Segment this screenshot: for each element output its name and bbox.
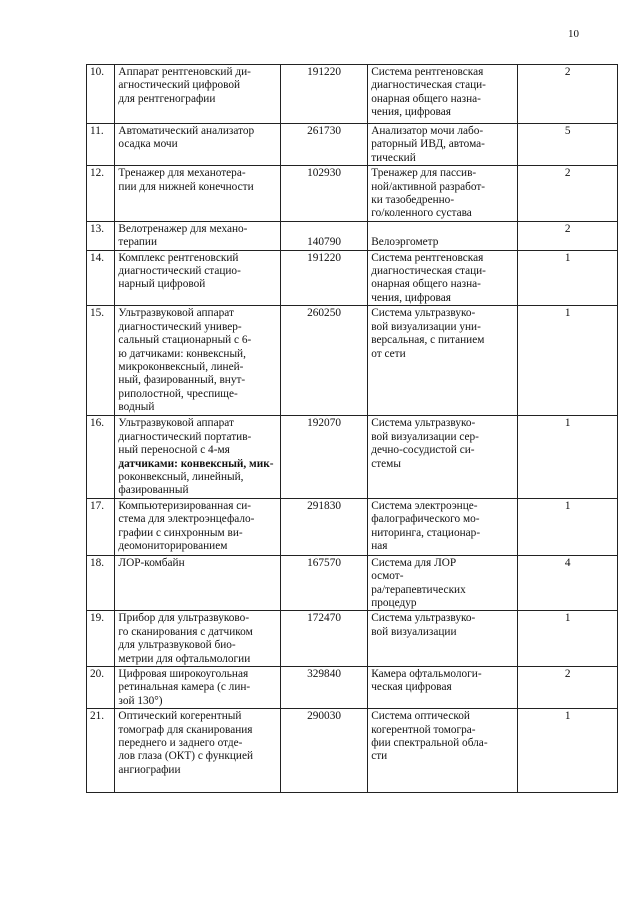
equipment-name-line: диагностический портатив- bbox=[118, 430, 252, 443]
equipment-name-line: сальный стационарный с 6- bbox=[118, 334, 252, 347]
equipment-name-line: ангиографии bbox=[118, 763, 181, 776]
quantity: 1 bbox=[518, 306, 618, 416]
equipment-type-line: фалографического мо- bbox=[371, 513, 480, 526]
row-number: 15. bbox=[87, 306, 115, 416]
quantity: 1 bbox=[518, 498, 618, 555]
equipment-type-line: вой визуализации сер- bbox=[371, 430, 479, 443]
equipment-name-line: Компьютеризированная си- bbox=[118, 499, 252, 512]
equipment-type-line: процедур bbox=[371, 596, 417, 609]
row-number: 14. bbox=[87, 250, 115, 306]
equipment-name-line: ЛОР-комбайн bbox=[118, 556, 185, 569]
equipment-type-line: тический bbox=[371, 151, 416, 164]
equipment-type-line: вой визуализации bbox=[371, 625, 457, 638]
equipment-type-line: Анализатор мочи лабо- bbox=[371, 125, 484, 137]
equipment-type bbox=[368, 166, 518, 222]
equipment-type-line: фии спектральной обла- bbox=[371, 737, 488, 749]
classification-code: 102930 bbox=[280, 166, 367, 222]
equipment-type-line: диагностическая стаци- bbox=[371, 265, 486, 278]
table-row bbox=[87, 250, 618, 306]
equipment-name-line: Цифровая широкоугольная bbox=[118, 667, 249, 680]
equipment-type bbox=[368, 221, 518, 250]
equipment-type bbox=[368, 124, 518, 166]
equipment-type-line: ная bbox=[371, 539, 388, 552]
equipment-type-line: диагностическая стаци- bbox=[371, 79, 486, 92]
equipment-name-line: го сканирования с датчиком bbox=[118, 625, 253, 638]
equipment-type-line: стемы bbox=[371, 457, 401, 470]
quantity: 5 bbox=[518, 124, 618, 166]
equipment-type-line: когерентной томогра- bbox=[371, 723, 476, 736]
classification-code: 291830 bbox=[280, 498, 367, 555]
equipment-name bbox=[115, 611, 280, 667]
equipment-name-line: томограф для сканирования bbox=[118, 723, 253, 736]
classification-code: 191220 bbox=[280, 250, 367, 306]
equipment-name-line: фазированный bbox=[118, 484, 189, 497]
equipment-type bbox=[368, 250, 518, 306]
equipment-name-line: графии с синхронным ви- bbox=[118, 526, 243, 539]
equipment-type-line: Система ультразвуко- bbox=[371, 417, 476, 430]
equipment-type-line: Система ультразвуко- bbox=[371, 612, 476, 625]
equipment-type bbox=[368, 416, 518, 498]
equipment-name bbox=[115, 555, 280, 611]
equipment-table bbox=[86, 64, 618, 793]
equipment-name bbox=[115, 221, 280, 250]
equipment-type-line: онарная общего назна- bbox=[371, 92, 481, 105]
equipment-name bbox=[115, 65, 280, 124]
classification-code: 140790 bbox=[280, 221, 367, 250]
equipment-name bbox=[115, 709, 280, 793]
equipment-name-line: Ультразвуковой аппарат bbox=[118, 417, 234, 430]
equipment-type-line: чения, цифровая bbox=[371, 106, 451, 119]
equipment-name bbox=[115, 250, 280, 306]
row-number: 10. bbox=[87, 65, 115, 124]
row-number: 17. bbox=[87, 498, 115, 555]
equipment-name bbox=[115, 124, 280, 166]
classification-code: 167570 bbox=[280, 555, 367, 611]
equipment-type bbox=[368, 498, 518, 555]
quantity: 4 bbox=[518, 555, 618, 611]
equipment-name-line: для ультразвуковой био- bbox=[118, 639, 236, 652]
equipment-type-line: Камера офтальмологи- bbox=[371, 667, 482, 680]
equipment-name-line: Ультразвуковой аппарат bbox=[118, 307, 234, 320]
equipment-type-line: ной/активной разработ- bbox=[371, 180, 486, 193]
equipment-type-line: версальная, с питанием bbox=[371, 334, 485, 347]
equipment-type bbox=[368, 306, 518, 416]
classification-code: 329840 bbox=[280, 666, 367, 708]
equipment-name-line: Велотренажер для механо- bbox=[118, 222, 248, 235]
equipment-name-line: зой 130°) bbox=[118, 694, 163, 707]
quantity: 2 bbox=[518, 166, 618, 222]
equipment-type-line: ческая цифровая bbox=[371, 681, 452, 694]
equipment-name-line: стема для электроэнцефало- bbox=[118, 513, 255, 526]
equipment-type-line: дечно-сосудистой си- bbox=[371, 444, 475, 457]
quantity: 1 bbox=[518, 709, 618, 793]
equipment-type bbox=[368, 65, 518, 124]
equipment-name-line: микроконвексный, линей- bbox=[118, 360, 244, 373]
equipment-name-line: агностический цифровой bbox=[118, 79, 241, 92]
row-number: 13. bbox=[87, 221, 115, 250]
row-number: 20. bbox=[87, 666, 115, 708]
classification-code: 290030 bbox=[280, 709, 367, 793]
equipment-name-line: нарный цифровой bbox=[118, 278, 206, 291]
quantity: 1 bbox=[518, 250, 618, 306]
table-row bbox=[87, 124, 618, 166]
equipment-type bbox=[368, 555, 518, 611]
equipment-name bbox=[115, 416, 280, 498]
table-row bbox=[87, 611, 618, 667]
classification-code: 172470 bbox=[280, 611, 367, 667]
equipment-type-line: Велоэргометр bbox=[371, 235, 439, 248]
equipment-type bbox=[368, 611, 518, 667]
classification-code: 260250 bbox=[280, 306, 367, 416]
equipment-type-line: ра/терапевтических bbox=[371, 583, 466, 596]
equipment-type-line: Система для ЛОР bbox=[371, 556, 457, 569]
table-row bbox=[87, 65, 618, 124]
equipment-type-line: Система ультразвуко- bbox=[371, 307, 476, 320]
row-number: 12. bbox=[87, 166, 115, 222]
equipment-name-line: Оптический когерентный bbox=[118, 710, 242, 723]
table-row bbox=[87, 498, 618, 555]
classification-code: 261730 bbox=[280, 124, 367, 166]
equipment-type-line: раторный ИВД, автома- bbox=[371, 138, 485, 151]
equipment-type-line: Система электроэнце- bbox=[371, 499, 478, 512]
equipment-name-line: деомониторированием bbox=[118, 539, 228, 552]
equipment-name-line: Автоматический анализатор bbox=[118, 125, 255, 137]
equipment-type-line: ниторинга, стационар- bbox=[371, 526, 481, 539]
table-row bbox=[87, 416, 618, 498]
equipment-name-line: диагностический стацио- bbox=[118, 265, 241, 278]
classification-code: 191220 bbox=[280, 65, 367, 124]
equipment-name-line: Прибор для ультразвуково- bbox=[118, 612, 250, 625]
equipment-name-line: ный, фазированный, внут- bbox=[118, 374, 246, 387]
quantity: 2 bbox=[518, 666, 618, 708]
row-number: 16. bbox=[87, 416, 115, 498]
equipment-name-line: Аппарат рентгеновский ди- bbox=[118, 66, 251, 78]
equipment-name-line: переднего и заднего отде- bbox=[118, 737, 243, 749]
row-number: 21. bbox=[87, 709, 115, 793]
equipment-name-line: Комплекс рентгеновский bbox=[118, 251, 239, 264]
equipment-type bbox=[368, 666, 518, 708]
equipment-name-line: Тренажер для механотера- bbox=[118, 167, 246, 180]
equipment-type-line: онарная общего назна- bbox=[371, 278, 481, 291]
quantity: 1 bbox=[518, 611, 618, 667]
row-number: 11. bbox=[87, 124, 115, 166]
table-row bbox=[87, 709, 618, 793]
equipment-name bbox=[115, 306, 280, 416]
row-number: 18. bbox=[87, 555, 115, 611]
table-row bbox=[87, 306, 618, 416]
table-row bbox=[87, 666, 618, 708]
equipment-name-line: водный bbox=[118, 401, 155, 414]
table-row bbox=[87, 166, 618, 222]
equipment-name-line: для рентгенографии bbox=[118, 92, 216, 105]
table-row bbox=[87, 221, 618, 250]
equipment-type bbox=[368, 709, 518, 793]
equipment-type-line: сти bbox=[371, 750, 388, 763]
equipment-name-line: роконвексный, линейный, bbox=[118, 470, 244, 483]
equipment-type-line: ки тазобедренно- bbox=[371, 194, 455, 207]
quantity: 1 bbox=[518, 416, 618, 498]
classification-code: 192070 bbox=[280, 416, 367, 498]
equipment-name bbox=[115, 666, 280, 708]
equipment-name-line: датчиками: конвексный, мик- bbox=[118, 457, 274, 470]
equipment-name bbox=[115, 498, 280, 555]
equipment-type-line: от сети bbox=[371, 347, 406, 360]
table-row bbox=[87, 555, 618, 611]
equipment-type-line: Система рентгеновская bbox=[371, 251, 484, 264]
equipment-name-line: диагностический универ- bbox=[118, 320, 242, 333]
equipment-name-line: ный переносной с 4-мя bbox=[118, 444, 230, 457]
equipment-type-line: Система рентгеновская bbox=[371, 66, 484, 78]
equipment-type-line: осмот- bbox=[371, 570, 404, 583]
equipment-name-line: терапии bbox=[118, 236, 158, 249]
equipment-type-line: вой визуализации уни- bbox=[371, 320, 481, 333]
quantity: 2 bbox=[518, 65, 618, 124]
equipment-type-line: чения, цифровая bbox=[371, 291, 451, 304]
equipment-name-line: ретинальная камера (с лин- bbox=[118, 681, 251, 694]
equipment-name-line: осадка мочи bbox=[118, 138, 178, 151]
equipment-type-line: го/коленного сустава bbox=[371, 207, 472, 220]
page-number: 10 bbox=[568, 28, 579, 40]
equipment-type-line: Система оптической bbox=[371, 710, 470, 723]
equipment-name-line: лов глаза (ОКТ) с функцией bbox=[118, 750, 254, 763]
row-number: 19. bbox=[87, 611, 115, 667]
equipment-type-line: Тренажер для пассив- bbox=[371, 167, 477, 180]
equipment-name bbox=[115, 166, 280, 222]
quantity: 2 bbox=[518, 221, 618, 250]
equipment-name-line: ю датчиками: конвексный, bbox=[118, 347, 246, 360]
equipment-name-line: пии для нижней конечности bbox=[118, 180, 254, 193]
equipment-name-line: риполостной, чреспище- bbox=[118, 387, 238, 400]
equipment-name-line: метрии для офтальмологии bbox=[118, 652, 251, 665]
